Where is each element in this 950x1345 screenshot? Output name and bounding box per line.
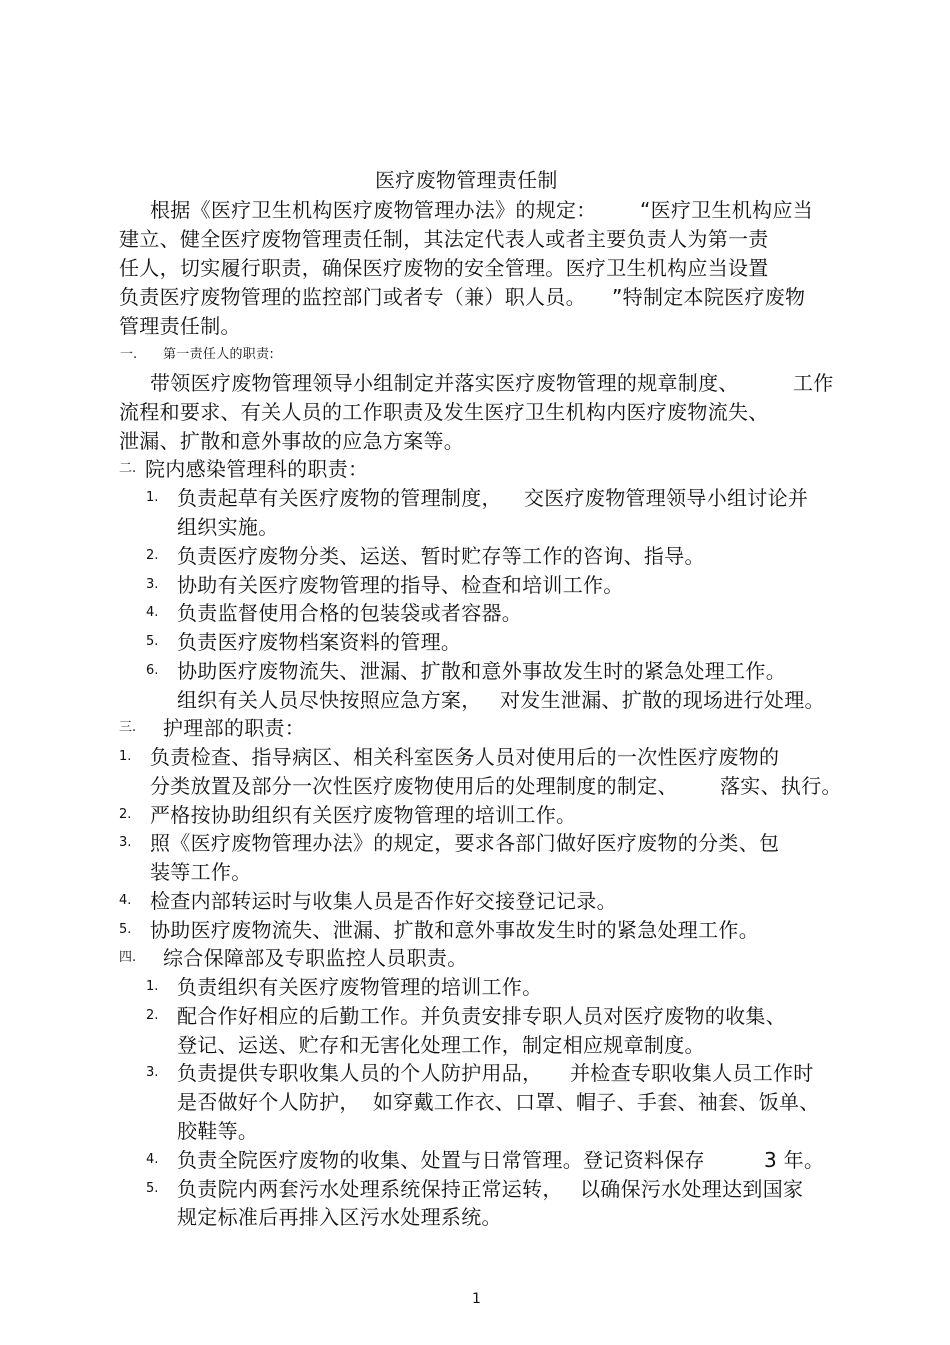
list-item-number: 3. (119, 835, 132, 850)
section-2-heading: 院内感染管理科的职责： (145, 457, 369, 481)
section-1-line-2: 流程和要求、有关人员的工作职责及发生医疗卫生机构内医疗废物流失、 (119, 400, 769, 424)
list-item-number: 5. (119, 922, 132, 937)
list-item-number: 2. (119, 807, 132, 822)
list-item: 负责医疗废物档案资料的管理。 (177, 630, 462, 654)
section-3-number: 三. (119, 720, 137, 735)
list-item-continuation: 胶鞋等。 (177, 1119, 259, 1143)
list-item: 配合作好相应的后勤工作。并负责安排专职人员对医疗废物的收集、 (177, 1004, 786, 1028)
section-1-line-1: 带领医疗废物管理领导小组制定并落实医疗废物管理的规章制度、 (150, 371, 739, 395)
list-item: 协助医疗废物流失、泄漏、扩散和意外事故发生时的紧急处理工作。 (177, 659, 786, 683)
list-item-number: 6. (146, 663, 159, 678)
list-item-continuation: 装等工作。 (150, 860, 252, 884)
document-title: 医疗废物管理责任制 (375, 168, 558, 192)
list-item-continuation: 组织有关人员尽快按照应急方案， (177, 688, 482, 712)
section-1-line-1-tail: 工作 (793, 371, 834, 395)
list-item: 负责组织有关医疗废物管理的培训工作。 (177, 975, 543, 999)
list-item: 负责全院医疗废物的收集、处置与日常管理。登记资料保存 (177, 1148, 705, 1172)
list-item-continuation: 规定标准后再排入区污水处理系统。 (177, 1205, 502, 1229)
intro-line-3: 任人，切实履行职责，确保医疗废物的安全管理。医疗卫生机构应当设置 (119, 256, 769, 280)
list-item-number: 5. (146, 1181, 159, 1196)
list-item-tail: 以确保污水处理达到国家 (580, 1177, 804, 1201)
list-item: 负责检查、指导病区、相关科室医务人员对使用后的一次性医疗废物的 (150, 745, 780, 769)
page-number: 1 (472, 1291, 481, 1307)
list-item-continuation: 是否做好个人防护， (177, 1090, 360, 1114)
list-item: 检查内部转运时与收集人员是否作好交接登记记录。 (150, 889, 617, 913)
section-4-heading: 综合保障部及专职监控人员职责。 (163, 946, 468, 970)
list-item-number: 1. (146, 490, 159, 505)
list-item-continuation-tail: 对发生泄漏、扩散的现场进行处理。 (500, 688, 825, 712)
list-item-number: 4. (119, 893, 132, 908)
list-item: 负责院内两套污水处理系统保持正常运转， (177, 1177, 563, 1201)
list-item-continuation-tail: 落实、执行。 (720, 774, 842, 798)
list-item: 照《医疗废物管理办法》的规定，要求各部门做好医疗废物的分类、包 (150, 831, 780, 855)
list-item-tail: 交医疗废物管理领导小组讨论并 (524, 486, 809, 510)
list-item-number: 4. (146, 1152, 159, 1167)
section-1-number: 一. (120, 347, 138, 362)
list-item-continuation: 分类放置及部分一次性医疗废物使用后的处理制度的制定、 (150, 774, 678, 798)
section-3-heading: 护理部的职责： (163, 716, 306, 740)
list-item-number: 1. (146, 979, 159, 994)
list-item-continuation: 登记、运送、贮存和无害化处理工作，制定相应规章制度。 (177, 1033, 705, 1057)
intro-line-2: 建立、健全医疗废物管理责任制，其法定代表人或者主要负责人为第一责 (119, 227, 769, 251)
list-item: 负责监督使用合格的包装袋或者容器。 (177, 601, 523, 625)
list-item: 协助有关医疗废物管理的指导、检查和培训工作。 (177, 573, 624, 597)
list-item: 负责提供专职收集人员的个人防护用品， (177, 1061, 543, 1085)
list-item: 严格按协助组织有关医疗废物管理的培训工作。 (150, 803, 577, 827)
list-item-number: 3. (146, 1065, 159, 1080)
section-1-line-3: 泄漏、扩散和意外事故的应急方案等。 (119, 429, 465, 453)
section-4-number: 四. (119, 950, 137, 965)
list-item-number: 4. (146, 605, 159, 620)
list-item-number: 2. (146, 548, 159, 563)
list-item-number: 1. (119, 749, 132, 764)
intro-line-4-tail: ”特制定本院医疗废物 (612, 285, 806, 309)
list-item: 负责医疗废物分类、运送、暂时贮存等工作的咨询、指导。 (177, 544, 705, 568)
list-item-continuation: 组织实施。 (177, 515, 279, 539)
list-item-number: 5. (146, 634, 159, 649)
intro-line-1-quote: “医疗卫生机构应当 (640, 198, 814, 222)
list-item: 协助医疗废物流失、泄漏、扩散和意外事故发生时的紧急处理工作。 (150, 918, 759, 942)
intro-line-4: 负责医疗废物管理的监控部门或者专（兼）职人员。 (119, 285, 586, 309)
list-item-number: 3. (146, 577, 159, 592)
section-2-number: 二. (119, 461, 137, 476)
list-item-tail: 3 年。 (764, 1148, 825, 1172)
intro-line-1: 根据《医疗卫生机构医疗废物管理办法》的规定： (150, 198, 597, 222)
list-item-tail: 并检查专职收集人员工作时 (570, 1061, 814, 1085)
list-item-continuation-tail: 如穿戴工作衣、口罩、帽子、手套、袖套、饭单、 (373, 1090, 820, 1114)
list-item: 负责起草有关医疗废物的管理制度， (177, 486, 502, 510)
list-item-number: 2. (146, 1008, 159, 1023)
section-1-heading: 第一责任人的职责: (163, 347, 275, 362)
intro-line-5: 管理责任制。 (119, 314, 241, 338)
